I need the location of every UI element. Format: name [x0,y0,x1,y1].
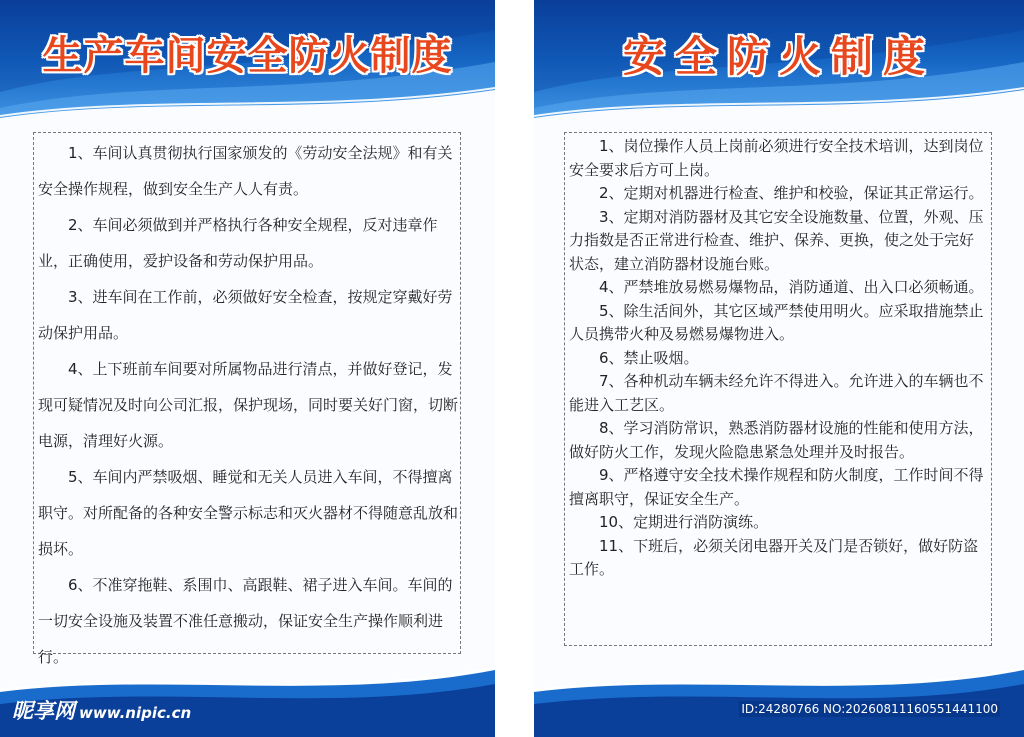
rule-paragraph: 5、车间内严禁吸烟、睡觉和无关人员进入车间，不得擅离职守。对所配备的各种安全警示标志和灭火器材不得随意乱放和损坏。 [38,468,459,558]
rule-paragraph: 7、各种机动车辆未经允许不得进入。允许进入的车辆也不能进入工艺区。 [569,372,984,414]
rule-paragraph: 2、车间必须做到并严格执行各种安全规程，反对违章作业，正确使用，爱护设备和劳动保护用品。 [38,216,438,270]
rule-paragraph: 4、严禁堆放易燃易爆物品，消防通道、出入口必须畅通。 [599,278,984,296]
rule-paragraph: 6、不准穿拖鞋、系围巾、高跟鞋、裙子进入车间。车间的一切安全设施及装置不准任意搬动，保证安全生产操作顺利进行。 [38,576,453,666]
watermark-logo [12,695,191,725]
rule-paragraph: 5、除生活间外，其它区域严禁使用明火。应采取措施禁止人员携带火种及易燃易爆物进入。 [569,301,984,343]
right-board [534,0,1024,737]
footer-swoosh [534,662,1024,737]
rules-box [33,132,461,666]
left-board [0,0,495,737]
rule-paragraph: 9、严格遵守安全技术操作规程和防火制度，工作时间不得擅离职守，保证安全生产。 [569,466,984,508]
rule-paragraph: 3、进车间在工作前，必须做好安全检查，按规定穿戴好劳动保护用品。 [38,288,453,342]
rule-paragraph: 11、下班后，必须关闭电器开关及门是否锁好，做好防盗工作。 [569,536,979,578]
watermark-logo-text: 昵享网 [12,699,75,723]
rules-box [564,132,992,646]
rule-paragraph: 4、上下班前车间要对所属物品进行清点，并做好登记，发现可疑情况及时向公司汇报，保护现场，同时要关好门窗，切断电源，清理好火源。 [38,360,459,450]
page-title: 生产车间安全防火制度 [42,33,453,79]
rule-paragraph: 1、车间认真贯彻执行国家颁发的《劳动安全法规》和有关安全操作规程，做到安全生产人人有责。 [38,144,453,198]
image-id-label: ID:24280766 NO:20260811160551441100 [741,702,998,716]
rule-paragraph: 10、定期进行消防演练。 [599,513,769,531]
rule-paragraph: 2、定期对机器进行检查、维护和校验，保证其正常运行。 [599,184,984,202]
rule-paragraph: 1、岗位操作人员上岗前必须进行安全技术培训，达到岗位安全要求后方可上岗。 [569,137,984,179]
watermark-site: www.nipic.cn [79,704,192,722]
rule-paragraph: 3、定期对消防器材及其它安全设施数量、位置，外观、压力指数是否正常进行检查、维护、保养、更换，使之处于完好状态，建立消防器材设施台账。 [569,207,984,273]
rule-paragraph: 8、学习消防常识，熟悉消防器材设施的性能和使用方法，做好防火工作，发现火险隐患紧急处理并及时报告。 [569,419,984,461]
page-title: 安全防火制度 [622,32,935,81]
rule-paragraph: 6、禁止吸烟。 [599,348,699,367]
